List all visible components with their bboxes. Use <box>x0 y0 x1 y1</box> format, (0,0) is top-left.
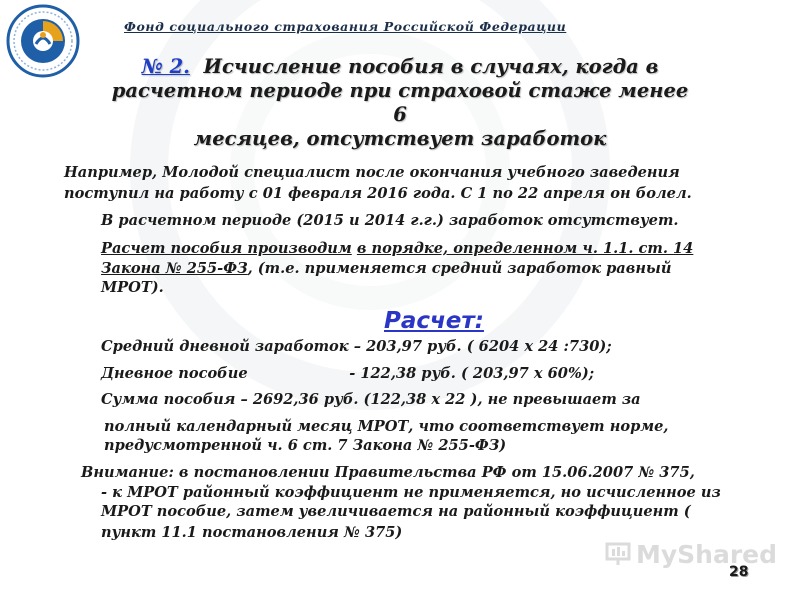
note-line-3: МРОТ пособие, затем увеличивается на районный коэффициент ( <box>101 503 691 520</box>
calc-line-5: предусмотренной ч. 6 ст. 7 Закона № 255-ФЗ) <box>104 437 507 454</box>
title-number: № 2. <box>141 55 190 78</box>
example-line-5-underlined: Закона № 255-ФЗ <box>101 260 248 277</box>
page-number: 28 <box>729 564 749 580</box>
calc-line-1: Средний дневной заработок – 203,97 руб. ( 6204 х 24 :730); <box>101 338 612 355</box>
slide-title-line-3: месяцев, отсутствует заработок <box>193 127 607 150</box>
calc-line-3: Сумма пособия – 2692,36 руб. (122,38 х 22 ), не превышает за <box>101 391 641 408</box>
myshared-watermark <box>604 540 777 568</box>
organization-name: Фонд социального страхования Российской Федерации <box>124 19 567 34</box>
brand-name: MyShared <box>636 539 778 569</box>
example-line-1: Например, Молодой специалист после окончания учебного заведения <box>64 164 680 181</box>
example-line-2: поступил на работу с 01 февраля 2016 года. С 1 по 22 апреля он болел. <box>64 185 692 202</box>
presentation-icon <box>604 540 632 568</box>
calc-line-2: Дневное пособие - 122,38 руб. ( 203,97 х 60%); <box>101 365 595 382</box>
note-line-2: - к МРОТ районный коэффициент не применяется, но исчисленное из <box>101 484 721 501</box>
example-line-4-underlined-b: в порядке, определенном ч. 1.1. ст. 14 <box>356 240 694 257</box>
example-line-5-rest: , (т.е. применяется средний заработок равный <box>247 260 672 277</box>
example-line-4-underlined-a: Расчет пособия производим <box>101 240 352 257</box>
slide-title-line-2: расчетном периоде при страховой стаже менее 6 <box>111 79 689 126</box>
calc-line-4: полный календарный месяц МРОТ, что соответствует норме, <box>104 418 669 435</box>
example-line-4 <box>101 240 693 258</box>
example-line-6: МРОТ). <box>101 279 164 296</box>
calculation-heading: Расчет: <box>384 308 484 334</box>
slide-title <box>110 55 690 151</box>
slide-title-line-1 <box>110 55 690 79</box>
note-line-1: Внимание: в постановлении Правительства РФ от 15.06.2007 № 375, <box>81 464 695 481</box>
example-line-3: В расчетном периоде (2015 и 2014 г.г.) заработок отсутствует. <box>101 212 679 229</box>
note-line-4: пункт 11.1 постановления № 375) <box>101 524 403 541</box>
fss-logo-icon <box>6 4 80 78</box>
title-line-1-text: Исчисление пособия в случаях, когда в <box>203 55 659 78</box>
example-line-5 <box>101 260 671 278</box>
